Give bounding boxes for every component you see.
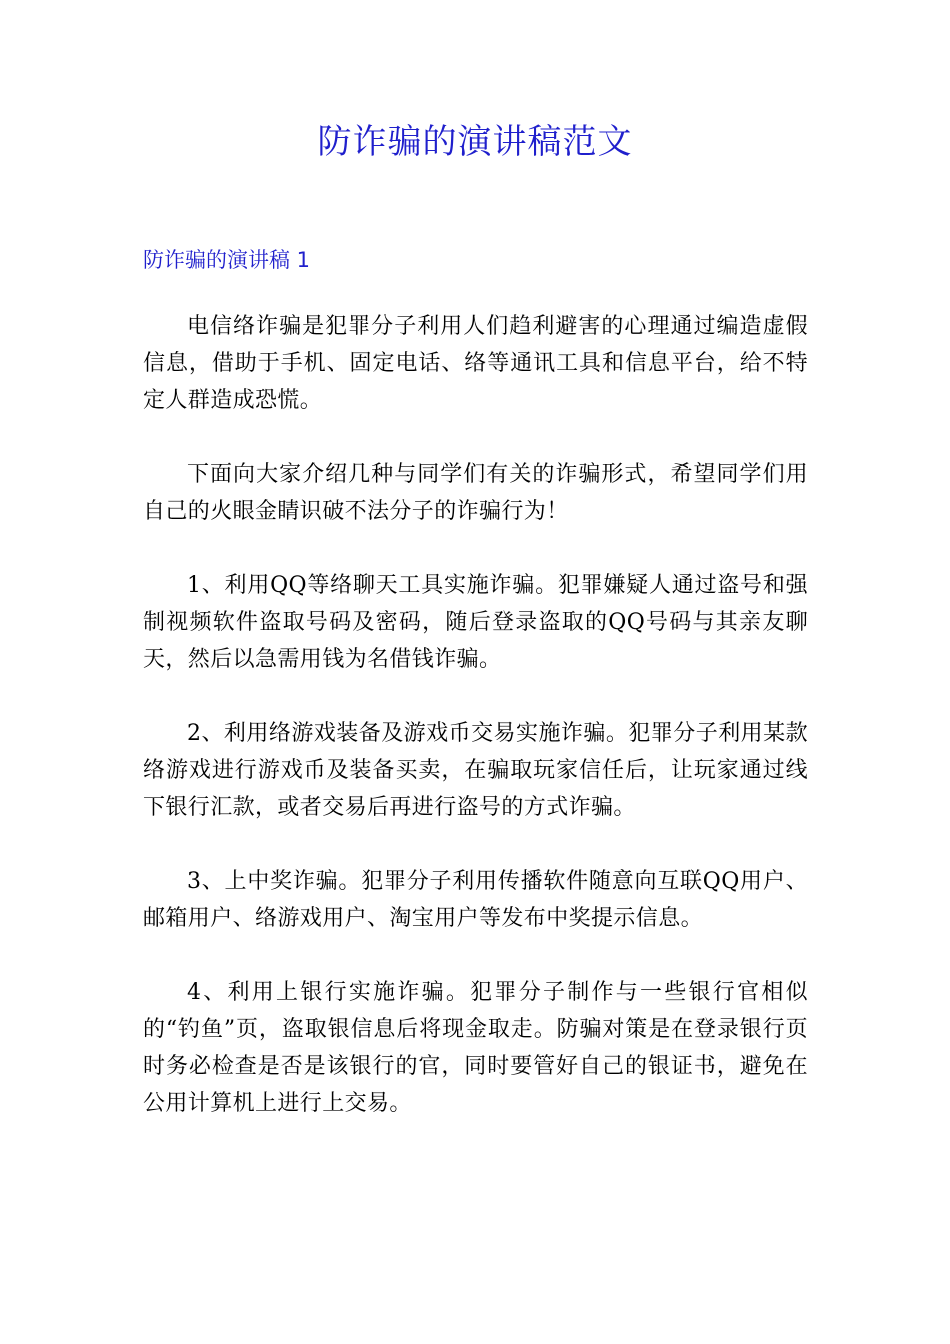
paragraph-intro: 电信络诈骗是犯罪分子利用人们趋利避害的心理通过编造虚假信息，借助于手机、固定电话、络等通讯工具和信息平台，给不特定人群造成恐慌。 <box>143 314 808 413</box>
document-title: 防诈骗的演讲稿范文 <box>317 122 633 162</box>
section-heading: 防诈骗的演讲稿 1 <box>143 248 311 272</box>
paragraph-item-1: 1、利用QQ等络聊天工具实施诈骗。犯罪嫌疑人通过盗号和强制视频软件盗取号码及密码，随后登录盗取的QQ号码与其亲友聊天，然后以急需用钱为名借钱诈骗。 <box>143 573 808 672</box>
paragraph-item-3: 3、上中奖诈骗。犯罪分子利用传播软件随意向互联QQ用户、邮箱用户、络游戏用户、淘宝用户等发布中奖提示信息。 <box>143 869 808 931</box>
paragraph-overview: 下面向大家介绍几种与同学们有关的诈骗形式，希望同学们用自己的火眼金睛识破不法分子的诈骗行为！ <box>143 462 808 524</box>
document-body <box>143 308 808 1159</box>
paragraph-item-2: 2、利用络游戏装备及游戏币交易实施诈骗。犯罪分子利用某款络游戏进行游戏币及装备买卖，在骗取玩家信任后，让玩家通过线下银行汇款，或者交易后再进行盗号的方式诈骗。 <box>143 721 808 820</box>
paragraph-item-4: 4、利用上银行实施诈骗。犯罪分子制作与一些银行官相似的“钓鱼”页，盗取银信息后将现金取走。防骗对策是在登录银行页时务必检查是否是该银行的官，同时要管好自己的银证书，避免在公用计算机上进行上交易。 <box>143 980 808 1116</box>
